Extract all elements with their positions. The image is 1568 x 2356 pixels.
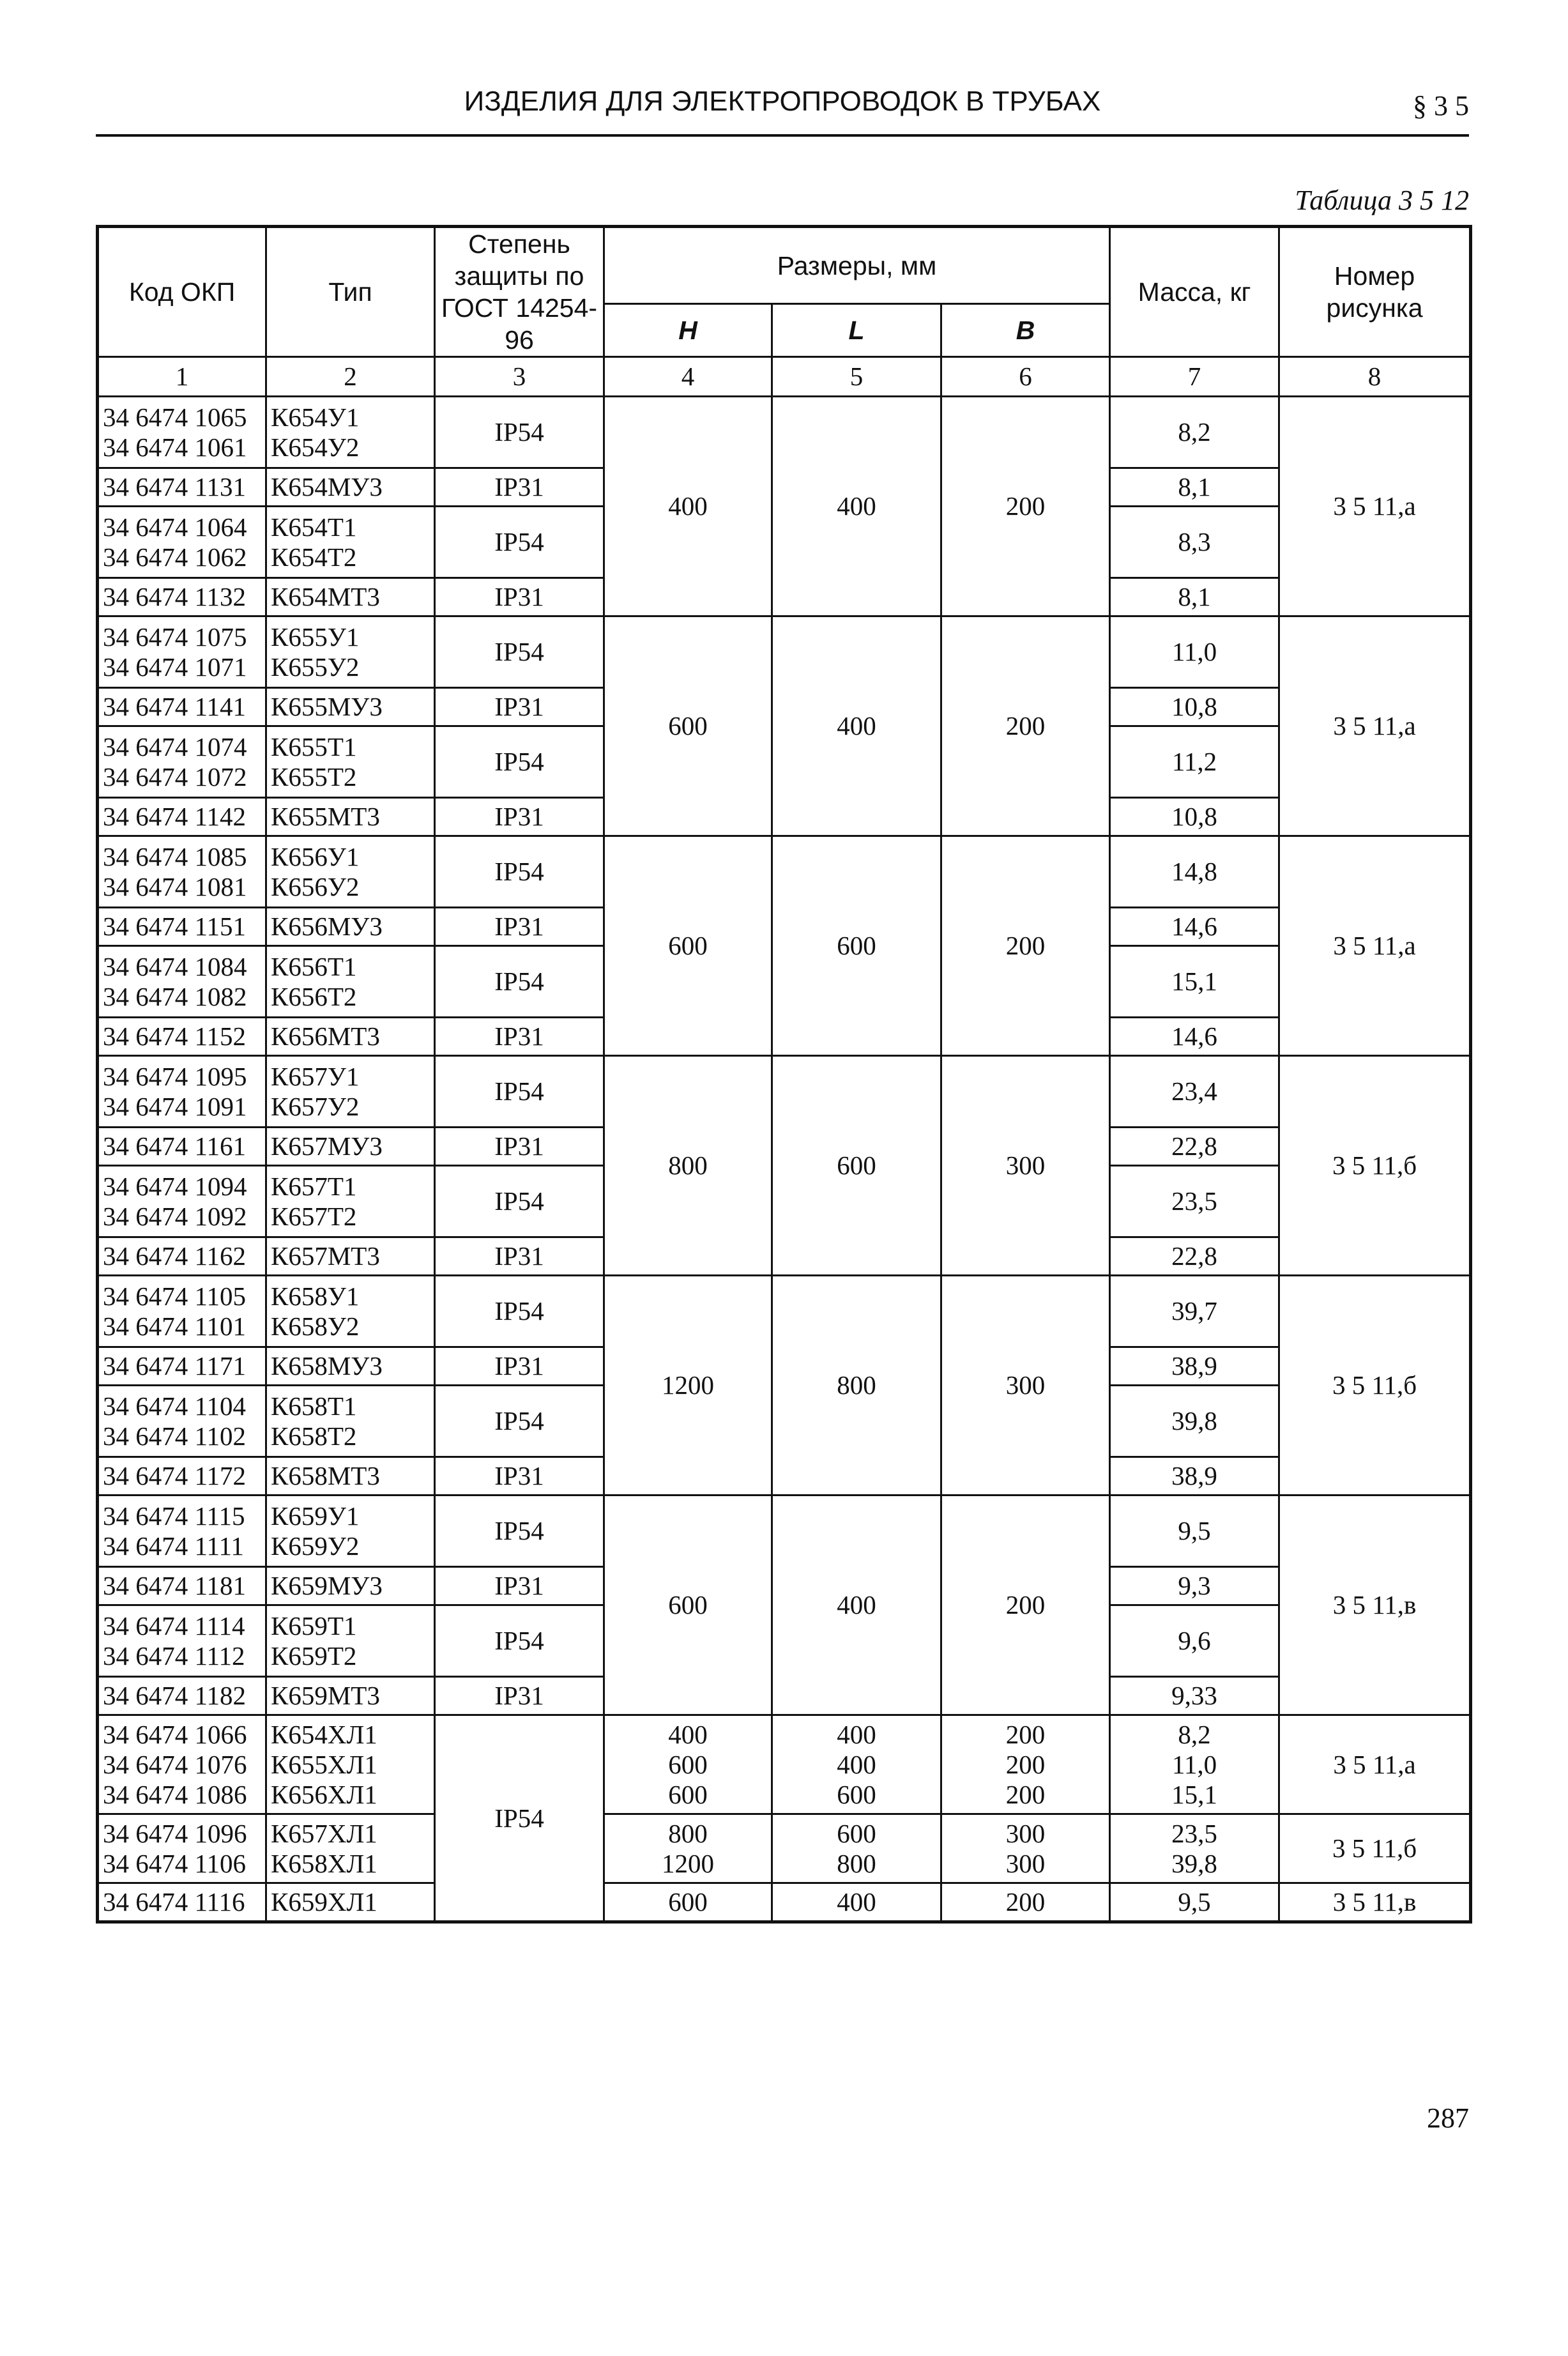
figure-cell: 3 5 11,б xyxy=(1279,1056,1471,1276)
okp-code: 34 6474 1105 34 6474 1101 xyxy=(98,1276,266,1347)
okp-code: 34 6474 1142 xyxy=(98,798,266,836)
protection-cell: IP31 xyxy=(435,1128,604,1166)
mass-cell: 10,8 xyxy=(1110,688,1279,726)
mass-cell: 22,8 xyxy=(1110,1237,1279,1276)
column-number: 4 xyxy=(604,357,772,397)
dimension-h: 400 xyxy=(604,397,772,616)
protection-cell: IP54 xyxy=(435,1276,604,1347)
okp-code: 34 6474 1172 xyxy=(98,1457,266,1495)
protection-cell: IP54 xyxy=(435,1166,604,1237)
mass-cell: 9,3 xyxy=(1110,1567,1279,1605)
okp-code: 34 6474 1096 34 6474 1106 xyxy=(98,1814,266,1883)
table-row xyxy=(98,1715,1471,1814)
type-cell: К659Т1 К659Т2 xyxy=(266,1605,435,1677)
okp-code: 34 6474 1095 34 6474 1091 xyxy=(98,1056,266,1128)
mass-cell: 9,5 xyxy=(1110,1883,1279,1922)
dimension-h: 800 1200 xyxy=(604,1814,772,1883)
type-cell: К658МТ3 xyxy=(266,1457,435,1495)
dimension-b: 300 300 xyxy=(941,1814,1110,1883)
type-cell: К658Т1 К658Т2 xyxy=(266,1386,435,1457)
okp-code: 34 6474 1104 34 6474 1102 xyxy=(98,1386,266,1457)
table-row xyxy=(98,1495,1471,1567)
okp-code: 34 6474 1162 xyxy=(98,1237,266,1276)
type-cell: К657ХЛ1 К658ХЛ1 xyxy=(266,1814,435,1883)
column-number: 2 xyxy=(266,357,435,397)
mass-cell: 9,6 xyxy=(1110,1605,1279,1677)
header-section: § 3 5 xyxy=(1413,90,1469,121)
okp-code: 34 6474 1114 34 6474 1112 xyxy=(98,1605,266,1677)
okp-code: 34 6474 1115 34 6474 1111 xyxy=(98,1495,266,1567)
column-number: 1 xyxy=(98,357,266,397)
dimension-l: 400 400 600 xyxy=(772,1715,941,1814)
figure-cell: 3 5 11,б xyxy=(1279,1814,1471,1883)
protection-cell: IP54 xyxy=(435,616,604,688)
mass-cell: 8,1 xyxy=(1110,468,1279,507)
dimension-b: 200 xyxy=(941,616,1110,836)
table-row xyxy=(98,1276,1471,1347)
okp-code: 34 6474 1131 xyxy=(98,468,266,507)
mass-cell: 22,8 xyxy=(1110,1128,1279,1166)
okp-code: 34 6474 1171 xyxy=(98,1347,266,1386)
okp-code: 34 6474 1182 xyxy=(98,1677,266,1715)
type-cell: К655Т1 К655Т2 xyxy=(266,726,435,798)
table-row xyxy=(98,1814,1471,1883)
dimension-l: 600 xyxy=(772,836,941,1056)
type-cell: К659ХЛ1 xyxy=(266,1883,435,1922)
dimension-b: 200 xyxy=(941,397,1110,616)
okp-code: 34 6474 1141 xyxy=(98,688,266,726)
table-row xyxy=(98,1056,1471,1128)
type-cell: К659МТ3 xyxy=(266,1677,435,1715)
protection-cell: IP31 xyxy=(435,1018,604,1056)
dimension-l: 800 xyxy=(772,1276,941,1495)
mass-cell: 8,3 xyxy=(1110,507,1279,578)
dimension-h: 1200 xyxy=(604,1276,772,1495)
protection-cell: IP31 xyxy=(435,1567,604,1605)
mass-cell: 9,5 xyxy=(1110,1495,1279,1567)
mass-cell: 14,6 xyxy=(1110,908,1279,946)
protection-cell: IP54 xyxy=(435,397,604,468)
header-title: ИЗДЕЛИЯ ДЛЯ ЭЛЕКТРОПРОВОДОК В ТРУБАХ xyxy=(464,86,1101,117)
okp-code: 34 6474 1064 34 6474 1062 xyxy=(98,507,266,578)
okp-code: 34 6474 1066 34 6474 1076 34 6474 1086 xyxy=(98,1715,266,1814)
header-protection: Степень защиты по ГОСТ 14254-96 xyxy=(435,227,604,357)
header-type: Тип xyxy=(266,227,435,357)
mass-cell: 23,4 xyxy=(1110,1056,1279,1128)
column-number: 6 xyxy=(941,357,1110,397)
header-h: H xyxy=(604,304,772,357)
type-cell: К654ХЛ1 К655ХЛ1 К656ХЛ1 xyxy=(266,1715,435,1814)
protection-cell: IP31 xyxy=(435,1347,604,1386)
mass-cell: 8,1 xyxy=(1110,578,1279,616)
type-cell: К657У1 К657У2 xyxy=(266,1056,435,1128)
mass-cell: 23,5 39,8 xyxy=(1110,1814,1279,1883)
mass-cell: 11,2 xyxy=(1110,726,1279,798)
mass-cell: 8,2 xyxy=(1110,397,1279,468)
figure-cell: 3 5 11,а xyxy=(1279,1715,1471,1814)
header-dimensions: Размеры, мм xyxy=(604,227,1110,304)
table-row xyxy=(98,836,1471,908)
mass-cell: 38,9 xyxy=(1110,1347,1279,1386)
type-cell: К659МУ3 xyxy=(266,1567,435,1605)
figure-cell: 3 5 11,б xyxy=(1279,1276,1471,1495)
type-cell: К656У1 К656У2 xyxy=(266,836,435,908)
mass-cell: 9,33 xyxy=(1110,1677,1279,1715)
okp-code: 34 6474 1152 xyxy=(98,1018,266,1056)
product-table xyxy=(96,225,1472,1924)
okp-code: 34 6474 1161 xyxy=(98,1128,266,1166)
type-cell: К655У1 К655У2 xyxy=(266,616,435,688)
protection-cell: IP31 xyxy=(435,798,604,836)
protection-cell: IP31 xyxy=(435,1237,604,1276)
type-cell: К657Т1 К657Т2 xyxy=(266,1166,435,1237)
protection-cell: IP54 xyxy=(435,1605,604,1677)
okp-code: 34 6474 1132 xyxy=(98,578,266,616)
protection-cell: IP54 xyxy=(435,507,604,578)
figure-cell: 3 5 11,в xyxy=(1279,1883,1471,1922)
dimension-h: 600 xyxy=(604,1495,772,1715)
column-number: 8 xyxy=(1279,357,1471,397)
type-cell: К656МТ3 xyxy=(266,1018,435,1056)
okp-code: 34 6474 1181 xyxy=(98,1567,266,1605)
okp-code: 34 6474 1116 xyxy=(98,1883,266,1922)
okp-code: 34 6474 1065 34 6474 1061 xyxy=(98,397,266,468)
mass-cell: 10,8 xyxy=(1110,798,1279,836)
dimension-h: 600 xyxy=(604,616,772,836)
table-caption: Таблица 3 5 12 xyxy=(1295,185,1469,216)
mass-cell: 14,8 xyxy=(1110,836,1279,908)
page-number: 287 xyxy=(1427,2102,1469,2134)
table-row xyxy=(98,616,1471,688)
dimension-l: 400 xyxy=(772,616,941,836)
figure-cell: 3 5 11,а xyxy=(1279,836,1471,1056)
figure-cell: 3 5 11,в xyxy=(1279,1495,1471,1715)
protection-cell: IP54 xyxy=(435,1495,604,1567)
header-b: B xyxy=(941,304,1110,357)
header-figure: Номер рисунка xyxy=(1279,227,1471,357)
dimension-b: 200 xyxy=(941,1495,1110,1715)
protection-cell: IP54 xyxy=(435,1715,604,1922)
dimension-h: 800 xyxy=(604,1056,772,1276)
header-code: Код ОКП xyxy=(98,227,266,357)
column-number: 7 xyxy=(1110,357,1279,397)
protection-cell: IP31 xyxy=(435,468,604,507)
mass-cell: 39,8 xyxy=(1110,1386,1279,1457)
type-cell: К658У1 К658У2 xyxy=(266,1276,435,1347)
protection-cell: IP31 xyxy=(435,688,604,726)
dimension-l: 400 xyxy=(772,1495,941,1715)
protection-cell: IP31 xyxy=(435,1457,604,1495)
mass-cell: 23,5 xyxy=(1110,1166,1279,1237)
dimension-b: 200 xyxy=(941,1883,1110,1922)
okp-code: 34 6474 1084 34 6474 1082 xyxy=(98,946,266,1018)
okp-code: 34 6474 1085 34 6474 1081 xyxy=(98,836,266,908)
protection-cell: IP54 xyxy=(435,726,604,798)
header-l: L xyxy=(772,304,941,357)
dimension-b: 300 xyxy=(941,1276,1110,1495)
type-cell: К654Т1 К654Т2 xyxy=(266,507,435,578)
mass-cell: 11,0 xyxy=(1110,616,1279,688)
protection-cell: IP31 xyxy=(435,578,604,616)
okp-code: 34 6474 1094 34 6474 1092 xyxy=(98,1166,266,1237)
type-cell: К654МУ3 xyxy=(266,468,435,507)
protection-cell: IP54 xyxy=(435,1386,604,1457)
figure-cell: 3 5 11,а xyxy=(1279,397,1471,616)
dimension-h: 400 600 600 xyxy=(604,1715,772,1814)
type-cell: К654МТ3 xyxy=(266,578,435,616)
table-row xyxy=(98,1883,1471,1922)
protection-cell: IP31 xyxy=(435,1677,604,1715)
dimension-h: 600 xyxy=(604,1883,772,1922)
dimension-b: 200 200 200 xyxy=(941,1715,1110,1814)
mass-cell: 15,1 xyxy=(1110,946,1279,1018)
okp-code: 34 6474 1075 34 6474 1071 xyxy=(98,616,266,688)
mass-cell: 39,7 xyxy=(1110,1276,1279,1347)
type-cell: К657МУ3 xyxy=(266,1128,435,1166)
dimension-b: 200 xyxy=(941,836,1110,1056)
dimension-l: 600 xyxy=(772,1056,941,1276)
figure-cell: 3 5 11,а xyxy=(1279,616,1471,836)
table-row xyxy=(98,397,1471,468)
protection-cell: IP54 xyxy=(435,946,604,1018)
dimension-h: 600 xyxy=(604,836,772,1056)
protection-cell: IP54 xyxy=(435,836,604,908)
dimension-l: 400 xyxy=(772,1883,941,1922)
okp-code: 34 6474 1151 xyxy=(98,908,266,946)
dimension-b: 300 xyxy=(941,1056,1110,1276)
dimension-l: 600 800 xyxy=(772,1814,941,1883)
type-cell: К658МУ3 xyxy=(266,1347,435,1386)
mass-cell: 8,2 11,0 15,1 xyxy=(1110,1715,1279,1814)
column-number: 5 xyxy=(772,357,941,397)
okp-code: 34 6474 1074 34 6474 1072 xyxy=(98,726,266,798)
page-header xyxy=(96,83,1469,137)
column-number: 3 xyxy=(435,357,604,397)
protection-cell: IP31 xyxy=(435,908,604,946)
protection-cell: IP54 xyxy=(435,1056,604,1128)
type-cell: К656МУ3 xyxy=(266,908,435,946)
type-cell: К655МТ3 xyxy=(266,798,435,836)
mass-cell: 14,6 xyxy=(1110,1018,1279,1056)
type-cell: К655МУ3 xyxy=(266,688,435,726)
type-cell: К659У1 К659У2 xyxy=(266,1495,435,1567)
mass-cell: 38,9 xyxy=(1110,1457,1279,1495)
type-cell: К656Т1 К656Т2 xyxy=(266,946,435,1018)
type-cell: К657МТ3 xyxy=(266,1237,435,1276)
type-cell: К654У1 К654У2 xyxy=(266,397,435,468)
dimension-l: 400 xyxy=(772,397,941,616)
header-mass: Масса, кг xyxy=(1110,227,1279,357)
